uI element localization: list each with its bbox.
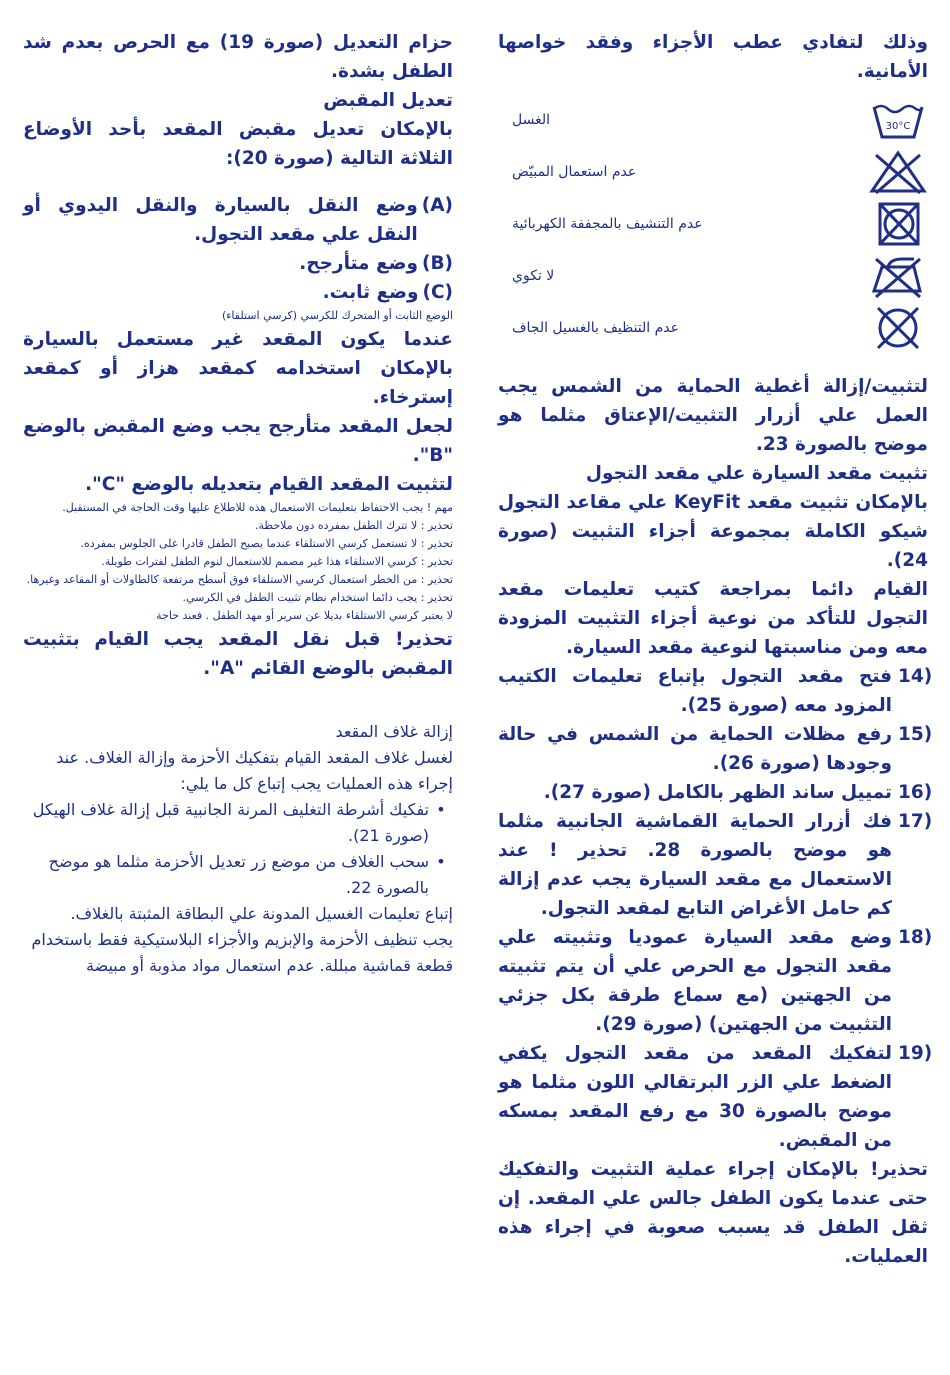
small-warning: لا يعتبر كرسي الاستلقاء بديلا عن سرير أو مهد الطفل . فعند حاجة [156, 609, 453, 622]
option-text: وضع متأرجح. [299, 253, 418, 274]
cover-text: لغسل غلاف المقعد القيام بتفكيك الأحزمة وإزالة الغلاف. عند إجراء هذه العمليات يجب إتباع كل ما يلي: [56, 748, 453, 793]
step-text: فك أزرار الحماية القماشية الجانبية مثلما هو موضح بالصورة 28. تحذير ! عند الاستعمال مع مقعد السيارة يجب عدم إزالة كم حامل الأغراض التابع لمقعد التجول. [498, 811, 892, 919]
step-number: 18) [898, 927, 933, 948]
option-text: وضع ثابت. [322, 282, 419, 303]
manual-text: القيام دائما بمراجعة كتيب تعليمات مقعد التجول للتأكد من نوعية أجزاء التثبيت المزودة معه ومن مناسبتها لنوعية مقعد السيارة. [498, 579, 928, 658]
care-symbol-label: الغسل [512, 112, 551, 128]
intro-text: وذلك لتفادي عطب الأجزاء وفقد خواصها الأمانية. [498, 32, 928, 82]
care-symbol-row [498, 250, 928, 302]
small-warning: تحذير : لا تترك الطفل بمفرده دون ملاحظة. [254, 519, 453, 532]
care-symbol-row [498, 302, 928, 354]
care-symbol-row [498, 146, 928, 198]
step-text: لتفكيك المقعد من مقعد التجول يكفي الضغط علي الزر البرتقالي اللون مثلما هو موضح بالصورة 30 مع رفع المقعد بمسكه من المقبض. [498, 1043, 892, 1151]
no-bleach-icon [868, 149, 928, 195]
left-column [23, 28, 453, 979]
small-warning: تحذير : كرسي الاستلقاء هذا غير مصمم للاستعمال لنوم الطفل لفترات طويلة. [101, 555, 453, 568]
handle-option [23, 249, 453, 278]
wash-30-icon [868, 97, 928, 143]
wash-temp-text: 30°C [885, 121, 911, 132]
handle-options-list [23, 191, 453, 307]
position-note: الوضع الثابت أو المتحرك للكرسي (كرسي استلقاء) [221, 309, 453, 322]
small-warning: مهم ! يجب الاحتفاظ بتعليمات الاستعمال هذه للاطلاع عليها وقت الحاجة في المستقبل. [62, 501, 453, 514]
bullet-text: تفكيك أشرطة التغليف المرنة الجانبية قبل إزالة غلاف الهيكل (صورة 21). [32, 800, 429, 845]
bullet-dot-icon: • [436, 852, 446, 871]
handle-heading: تعديل المقبض [323, 90, 453, 111]
care-symbol-label: عدم التنشيف بالمجففة الكهربائية [512, 216, 703, 232]
care-symbol-label: لا تكوي [512, 268, 555, 284]
small-warning: تحذير : لا تستعمل كرسي الاستلقاء عندما يصبح الطفل قادرا على الجلوس بمفرده. [80, 537, 453, 550]
small-warning: تحذير : يجب دائما استخدام نظام تثبيت الطفل في الكرسي. [182, 591, 453, 604]
no-dry-clean-icon [868, 305, 928, 351]
step-text: تمييل ساند الظهر بالكامل (صورة 27). [543, 782, 892, 803]
keyfit-text: بالإمكان تثبيت مقعد KeyFit علي مقاعد التجول شيكو الكاملة بمجموعة أجزاء التثبيت (صورة 24). [498, 492, 928, 571]
bullet-item [23, 797, 453, 849]
care-symbol-row [498, 198, 928, 250]
attach-warning-text: تحذير! بالإمكان إجراء عملية التثبيت والتفكيك حتى عندما يكون الطفل جالس علي المقعد. إن ثقل الطفل قد يسبب صعوبة في إجراء هذه العمليات. [498, 1159, 928, 1267]
not-in-car-text: عندما يكون المقعد غير مستعمل بالسيارة بالإمكان استخدامه كمقعد هزاز أو كمقعد إسترخاء. [23, 329, 453, 408]
step-item [498, 1039, 933, 1155]
label-instructions-text: إتباع تعليمات الغسيل المدونة علي البطاقة المثبتة بالغلاف. [70, 904, 453, 923]
small-warnings-list [23, 499, 453, 625]
step-text: رفع مظلات الحماية من الشمس في حالة وجودها (صورة 26). [498, 724, 892, 774]
care-symbol-label: عدم استعمال المبيّض [512, 164, 637, 180]
cover-heading: إزالة غلاف المقعد [335, 722, 453, 741]
step-number: 16) [898, 782, 933, 803]
care-symbols-list [498, 94, 928, 354]
harness-text: حزام التعديل (صورة 19) مع الحرص بعدم شد الطفل بشدة. [23, 32, 453, 82]
transport-warning-text: تحذير! قبل نقل المقعد يجب القيام بتثبيت المقبض بالوضع القائم "A". [23, 629, 453, 679]
option-key: (A) [421, 195, 453, 216]
sun-hood-text: لتثبيت/إزالة أغطية الحماية من الشمس يجب العمل علي أزرار التثبيت/الإعتاق مثلما هو موضح بالصورة 23. [498, 376, 928, 455]
option-text: وضع النقل بالسيارة والنقل اليدوي أو النقل علي مقعد التجول. [23, 195, 418, 245]
step-number: 15) [898, 724, 933, 745]
cleaning-text: يجب تنظيف الأحزمة والإبزيم والأجزاء البلاستيكية فقط باستخدام قطعة قماشية مبللة. عدم استعمال مواد مذوبة أو مبيضة [31, 930, 453, 975]
small-warning: تحذير : من الخطر استعمال كرسي الاستلقاء فوق أسطح مرتفعة كالطاولات أو المقاعد وغيرها. [26, 573, 453, 586]
care-symbol-label: عدم التنظيف بالغسيل الجاف [512, 320, 679, 336]
step-item [498, 778, 933, 807]
step-text: فتح مقعد التجول بإتباع تعليمات الكتيب المزود معه (صورة 25). [498, 666, 892, 716]
option-key: (B) [421, 253, 453, 274]
bullet-text: سحب الغلاف من موضع زر تعديل الأحزمة مثلما هو موضح بالصورة 22. [48, 852, 429, 897]
option-key: (C) [422, 282, 453, 303]
care-symbol-row [498, 94, 928, 146]
car-seat-heading: تثبيت مقعد السيارة علي مقعد التجول [585, 463, 928, 484]
step-number: 19) [898, 1043, 933, 1064]
handle-option [23, 278, 453, 307]
step-number: 14) [898, 666, 933, 687]
step-item [498, 807, 933, 923]
handle-text: بالإمكان تعديل مقبض المقعد بأحد الأوضاع الثلاثة التالية (صورة 20): [23, 119, 453, 169]
cover-bullets-list [23, 797, 453, 901]
step-number: 17) [898, 811, 933, 832]
bullet-dot-icon: • [436, 800, 446, 819]
no-tumble-dry-icon [868, 201, 928, 247]
fixing-text: لتثبيت المقعد القيام بتعديله بالوضع "C". [85, 474, 453, 495]
step-item [498, 923, 933, 1039]
right-column [498, 28, 933, 1271]
rocking-text: لجعل المقعد متأرجح يجب وضع المقبض بالوضع "B". [23, 416, 453, 466]
step-text: وضع مقعد السيارة عموديا وتثبيته علي مقعد التجول مع الحرص علي أن يتم تثبيته من الجهتين (مع سماع طرقة بكل جزئي التثبيت من الجهتين) (صورة 29). [498, 927, 892, 1035]
steps-list [498, 662, 933, 1155]
step-item [498, 720, 933, 778]
bullet-item [23, 849, 453, 901]
handle-option [23, 191, 453, 249]
no-iron-icon [868, 253, 928, 299]
step-item [498, 662, 933, 720]
